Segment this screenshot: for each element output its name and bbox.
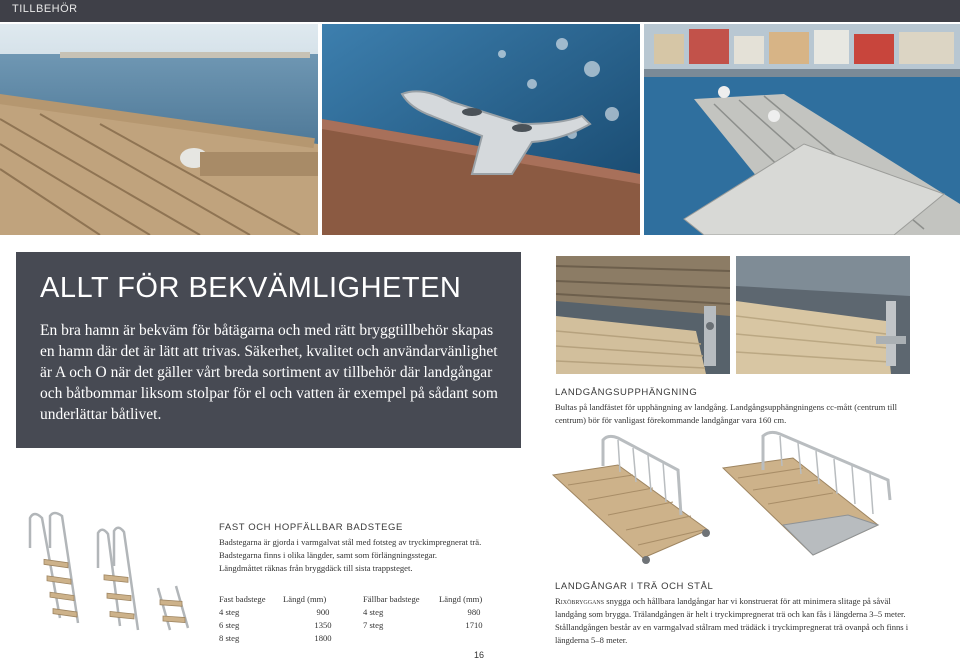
landgangar-text (555, 595, 915, 647)
table-row (219, 633, 509, 646)
page-number: 16 (474, 650, 485, 660)
gangway-hinge-photo-1 (556, 256, 730, 374)
table-cell: 8 steg (219, 633, 240, 643)
landgangsupphangning-text: Bultas på landfästet för upphängning av landgång. Landgångsupphängningens cc-mått (centrum till centrum) bör för vanligast förekommande landgångar vara 160 cm. (555, 402, 897, 425)
table-cell: 900 (316, 607, 330, 617)
badstege-line-2: Badstegarna finns i olika längder, samt som förlängningsstegar. (219, 550, 438, 560)
header-fast: Fast badstege (219, 594, 266, 604)
table-row (219, 620, 509, 633)
brand-name: Rixöbryggans (555, 596, 605, 606)
badstege-section (219, 522, 519, 575)
landgangsupphangning-title: LANDGÅNGSUPPHÄNGNING (555, 387, 698, 398)
badstege-line-3: Längdmåttet räknas från bryggdäck till sista trappsteget. (219, 563, 413, 573)
landgangar-title: LANDGÅNGAR I TRÄ OCH STÅL (555, 581, 714, 592)
table-cell: 1350 (314, 620, 332, 630)
wooden-dock-photo (0, 24, 318, 235)
top-bar (0, 0, 960, 22)
gangway-hinge-photo-2 (736, 256, 910, 374)
table-cell (439, 633, 509, 646)
landgangar-section (555, 581, 915, 647)
table-cell: 7 steg (363, 620, 384, 630)
table-cell: 4 steg (219, 607, 240, 617)
badstege-line-1: Badstegarna är gjorda i varmgalvat stål med fotsteg av tryckimpregnerat trä. (219, 537, 482, 547)
bath-ladders-illustration (20, 508, 200, 636)
table-row (219, 607, 509, 620)
hero-body: En bra hamn är bekväm för båtägarna och med rätt bryggtillbehör skapas en hamn där det är lätt att trivas. Säkerhet, kvalitet och användarvänlighet är A och O när det gäller vårt breda sortiment av tillbehör där landgångar och båtbommar liksom stolpar för el och vatten är exempel på sådant som underlättar båtlivet. (40, 322, 498, 423)
table-header-row (219, 594, 509, 607)
table-cell: 980 (467, 607, 481, 617)
table-cell: 6 steg (219, 620, 240, 630)
table-cell: 4 steg (363, 607, 384, 617)
badstege-title: FAST OCH HOPFÄLLBAR BADSTEGE (219, 522, 403, 533)
landgangar-body: snygga och hållbara landgångar har vi konstruerat för att minimera slitage på såväl landgång som brygga. Trälandgången är helt i tryckimpregnerat trä och kan fås i längderna 3–5 meter. Stållandgången består av en varmgalvad stålram med trädäck i tryckimpregnerat trä ovanpå och finns i längderna 5–8 meter. (555, 596, 909, 645)
header-length-fallbar: Längd (mm) (439, 594, 483, 604)
hero-panel (16, 252, 521, 448)
table-cell: 1710 (465, 620, 483, 630)
gangways-illustration (548, 430, 908, 570)
badstege-table (219, 594, 519, 646)
hero-title: ALLT FÖR BEKVÄMLIGHETEN (40, 272, 462, 304)
landgangsupphangning-section (555, 387, 915, 427)
header-fallbar: Fällbar badstege (363, 594, 420, 604)
section-label: TILLBEHÖR (12, 3, 78, 15)
harbor-gangway-photo (644, 24, 960, 235)
table-cell: 1800 (314, 633, 332, 643)
table-cell (363, 633, 439, 646)
cleat-photo (322, 24, 640, 235)
header-length-fast: Längd (mm) (283, 594, 327, 604)
